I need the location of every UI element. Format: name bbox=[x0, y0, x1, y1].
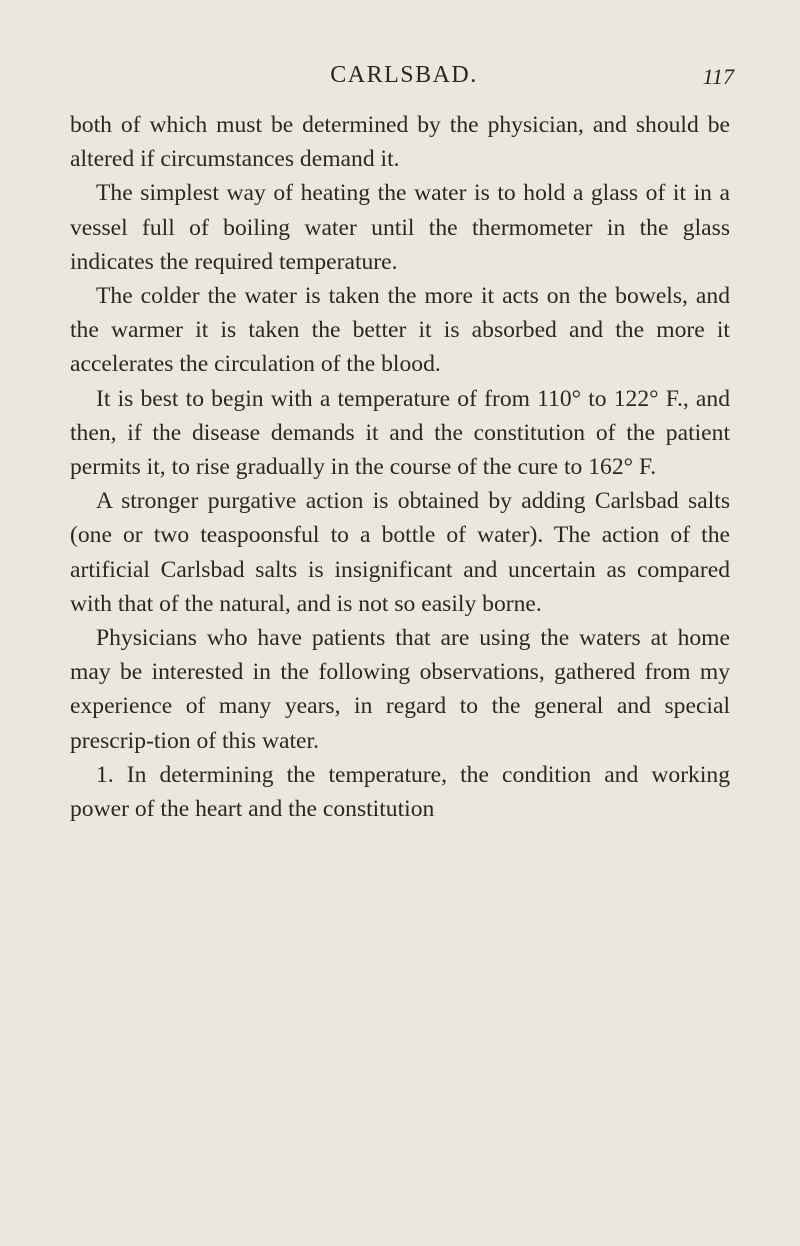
paragraph-continued: both of which must be determined by the physician, and should be altered if circumstances demand it. bbox=[70, 112, 730, 173]
paragraph-point-one: 1. In determining the temperature, the condition and working power of the heart and the constitution bbox=[70, 761, 730, 823]
paragraph-temperature-effects: The colder the water is taken the more it acts on the bowels, and the warmer it is taken the better it is absorbed and the more it accelerates the circulation of the blood. bbox=[70, 283, 730, 378]
page-number: 117 bbox=[702, 64, 734, 89]
paragraph-observations: Physicians who have patients that are using the waters at home may be interested in the following observations, gathered from my experience of many years, in regard to the general and special prescrip-tion of this water. bbox=[70, 625, 730, 754]
page-header bbox=[68, 56, 740, 96]
paragraph-starting-temperature: It is best to begin with a temperature of from 110° to 122° F., and then, if the disease demands it and the constitution of the patient permits it, to rise gradually in the course of the cure to 162° F. bbox=[70, 385, 730, 481]
paragraph-purgative-action: A stronger purgative action is obtained by adding Carlsbad salts (one or two teaspoonsful to a bottle of water). The action of the artificial Carlsbad salts is insignificant and uncertain as compared with that of the natural, and is not so easily borne. bbox=[70, 488, 730, 617]
body-text bbox=[70, 108, 730, 826]
running-title: CARLSBAD. bbox=[330, 62, 478, 88]
paragraph-heating-method: The simplest way of heating the water is to hold a glass of it in a vessel full of boiling water until the thermometer in the glass indicates the required temperature. bbox=[70, 180, 730, 275]
